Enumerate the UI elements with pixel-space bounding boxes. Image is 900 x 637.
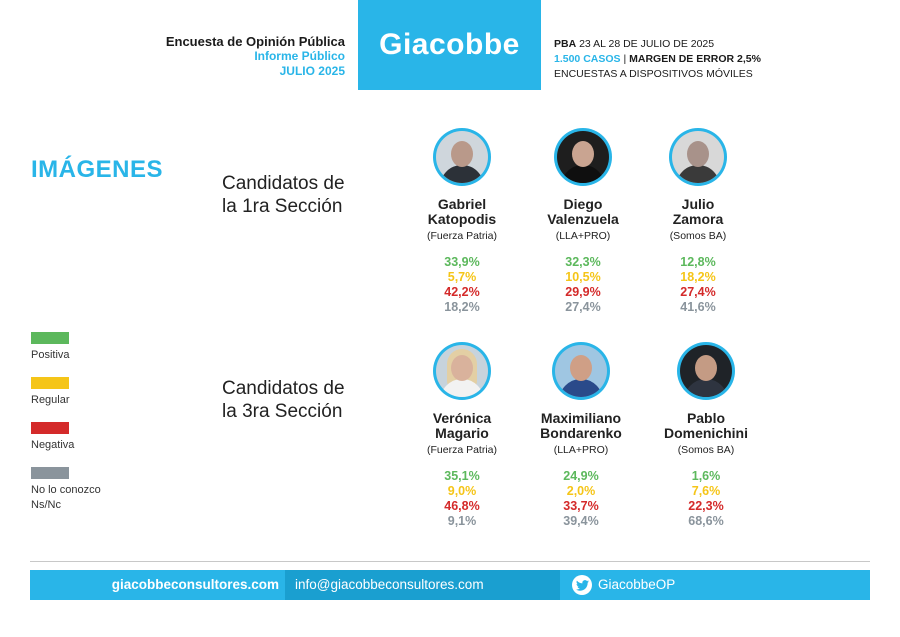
survey-cases: 1.500 CASOS [554,53,621,65]
candidate-name-line: Gabriel [437,196,487,212]
value-negativa: 29,9% [565,285,601,299]
legend-label-line: No lo conozco [31,484,101,496]
value-no-conoce: 18,2% [444,300,480,314]
candidate-name-line: Bondarenko [540,425,622,441]
value-negativa: 27,4% [680,285,716,299]
report-date: JULIO 2025 [279,64,345,78]
candidate-party: (LLA+PRO) [555,230,611,242]
value-negativa: 22,3% [688,499,724,513]
candidate-card-magario [402,342,522,529]
legend-label [31,483,101,513]
candidate-card-valenzuela [523,128,643,315]
candidate-name-line: Verónica [432,410,492,426]
legend-label-line: Ns/Nc [31,499,61,511]
candidate-values [523,255,643,315]
candidate-name-line: Magario [435,425,489,441]
twitter-handle: GiacobbeOP [598,577,676,592]
value-positiva: 32,3% [565,255,601,269]
candidate-party: (LLA+PRO) [553,444,609,456]
twitter-icon [572,575,592,595]
legend-positiva [31,332,70,363]
candidate-photo [433,128,491,186]
survey-details [554,37,761,82]
value-regular: 18,2% [680,270,716,284]
legend-swatch-positiva [31,332,69,344]
footer-divider [30,561,870,562]
survey-scope [554,37,761,52]
candidate-name-line: Zamora [672,211,724,227]
value-negativa: 46,8% [444,499,480,513]
candidate-party: (Somos BA) [669,230,727,242]
value-positiva: 33,9% [444,255,480,269]
report-title: Encuesta de Opinión Pública [165,34,345,49]
survey-dates: 23 AL 28 DE JULIO DE 2025 [576,38,715,50]
group-title-line: la 1ra Sección [222,196,343,217]
value-no-conoce: 39,4% [563,514,599,528]
candidate-name [523,197,643,227]
value-positiva: 1,6% [691,469,721,483]
value-negativa: 33,7% [563,499,599,513]
candidate-name-line: Julio [681,196,715,212]
candidate-name-line: Diego [563,196,603,212]
group-title-line: Candidatos de [222,378,345,399]
brand-logo [358,0,541,90]
section-title: IMÁGENES [31,156,164,183]
candidate-values [402,255,522,315]
value-positiva: 12,8% [680,255,716,269]
candidate-party: (Somos BA) [677,444,735,456]
legend-label: Regular [31,394,70,406]
candidate-values [638,255,758,315]
candidate-name [646,411,766,441]
survey-margin: MARGEN DE ERROR 2,5% [629,53,761,65]
candidate-card-bondarenko [521,342,641,529]
candidate-name-line: Maximiliano [540,410,622,426]
value-negativa: 42,2% [444,285,480,299]
group-title-line: Candidatos de [222,173,345,194]
value-no-conoce: 27,4% [565,300,601,314]
candidate-name [638,197,758,227]
group-title-1ra-seccion [222,172,345,218]
report-header [60,34,345,79]
candidate-name [402,411,522,441]
candidate-card-zamora [638,128,758,315]
footer-bar [30,570,870,600]
candidate-name-line: Valenzuela [547,211,619,227]
value-no-conoce: 9,1% [447,514,477,528]
candidate-name-line: Pablo [686,410,726,426]
legend-negativa [31,422,74,453]
value-regular: 5,7% [447,270,477,284]
candidate-card-domenichini [646,342,766,529]
value-no-conoce: 41,6% [680,300,716,314]
report-subtitle: Informe Público [254,49,345,63]
candidate-name-line: Domenichini [663,425,748,441]
candidate-photo [552,342,610,400]
footer-twitter-link[interactable] [560,570,690,600]
legend-regular [31,377,70,408]
survey-region: PBA [554,38,577,50]
legend-label: Negativa [31,439,75,451]
candidate-name-line: Katopodis [427,211,497,227]
candidate-photo [433,342,491,400]
candidate-photo [677,342,735,400]
candidate-name [402,197,522,227]
candidate-name [521,411,641,441]
candidate-party: (Fuerza Patria) [426,230,498,242]
legend-label: Positiva [31,349,70,361]
survey-method: ENCUESTAS A DISPOSITIVOS MÓVILES [554,68,753,80]
value-regular: 2,0% [566,484,596,498]
candidate-values [646,469,766,529]
value-regular: 10,5% [565,270,601,284]
legend-no-conoce [31,467,101,513]
value-positiva: 35,1% [444,469,480,483]
candidate-values [521,469,641,529]
legend-swatch-no-conoce [31,467,69,479]
value-regular: 7,6% [691,484,721,498]
value-regular: 9,0% [447,484,477,498]
value-positiva: 24,9% [563,469,599,483]
legend-swatch-regular [31,377,69,389]
survey-separator: | [620,53,630,65]
footer-email-link[interactable]: info@giacobbeconsultores.com [285,570,560,600]
footer-website-link[interactable]: giacobbeconsultores.com [111,577,279,592]
candidate-party: (Fuerza Patria) [426,444,498,456]
value-no-conoce: 68,6% [688,514,724,528]
survey-sample [554,52,761,67]
candidate-photo [669,128,727,186]
legend-swatch-negativa [31,422,69,434]
group-title-line: la 3ra Sección [222,401,343,422]
candidate-photo [554,128,612,186]
brand-name: Giacobbe [379,28,520,61]
candidate-values [402,469,522,529]
candidate-card-katopodis [402,128,522,315]
group-title-3ra-seccion [222,377,345,423]
